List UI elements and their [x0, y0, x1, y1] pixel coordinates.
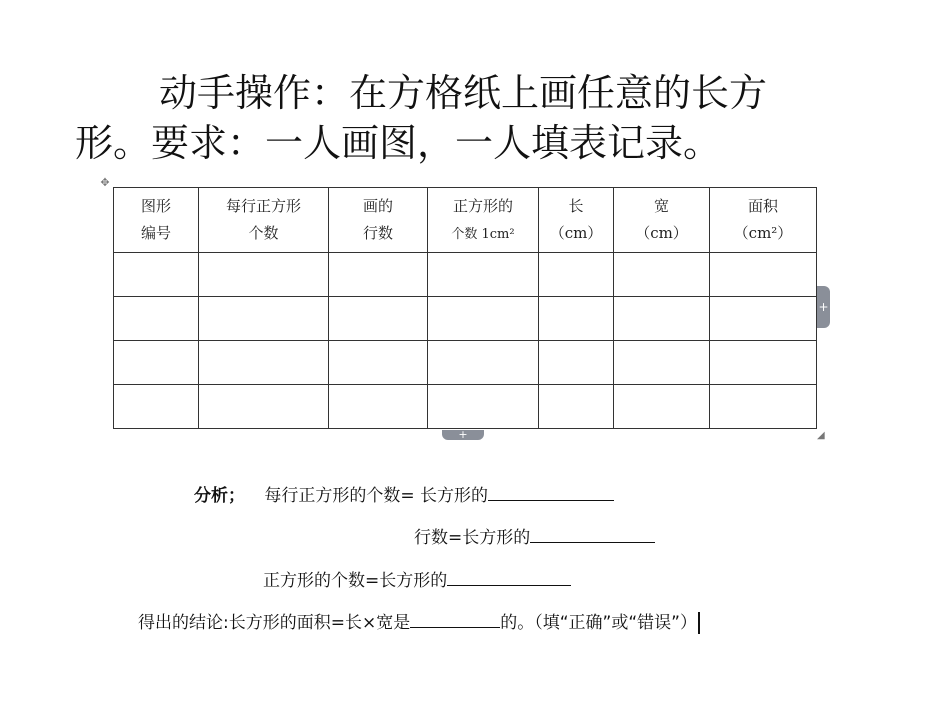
plus-icon: + — [458, 428, 468, 441]
header-area: 面积 （cm²） — [710, 188, 817, 253]
table-cell[interactable] — [614, 253, 710, 297]
text-cursor — [698, 612, 700, 634]
table-cell[interactable] — [710, 341, 817, 385]
table-cell[interactable] — [428, 341, 539, 385]
table-cell[interactable] — [114, 297, 199, 341]
table-cell[interactable] — [539, 341, 614, 385]
analysis-text-1: 每行正方形的个数= 长方形的 — [264, 486, 489, 506]
table-cell[interactable] — [329, 385, 428, 429]
header-width: 宽 （cm） — [614, 188, 710, 253]
answer-blank-4[interactable] — [410, 609, 500, 628]
conclusion-text: 得出的结论:长方形的面积=长×宽是 — [138, 613, 411, 633]
answer-blank-3[interactable] — [447, 567, 571, 586]
header-length: 长 （cm） — [539, 188, 614, 253]
table-cell[interactable] — [539, 385, 614, 429]
resize-corner-icon[interactable]: ◢ — [817, 430, 825, 441]
table-cell[interactable] — [199, 385, 329, 429]
table-cell[interactable] — [329, 297, 428, 341]
table-cell[interactable] — [614, 341, 710, 385]
table-cell[interactable] — [199, 297, 329, 341]
header-shape-number: 图形 编号 — [114, 188, 199, 253]
table-cell[interactable] — [114, 253, 199, 297]
table-row — [114, 385, 817, 429]
table-cell[interactable] — [428, 385, 539, 429]
table-cell[interactable] — [199, 253, 329, 297]
record-table — [113, 187, 817, 429]
analysis-text-2: 行数=长方形的 — [414, 528, 531, 548]
table-cell[interactable] — [710, 297, 817, 341]
plus-icon: + — [818, 300, 829, 314]
analysis-line-4 — [138, 609, 700, 635]
answer-blank-1[interactable] — [488, 482, 614, 501]
instruction-line-1: 动手操作：在方格纸上画任意的长方 — [159, 71, 768, 115]
add-column-button[interactable] — [817, 286, 830, 328]
table-cell[interactable] — [614, 385, 710, 429]
table-cell[interactable] — [329, 253, 428, 297]
table-cell[interactable] — [539, 297, 614, 341]
table-cell[interactable] — [710, 253, 817, 297]
answer-blank-2[interactable] — [530, 524, 655, 543]
table-row — [114, 297, 817, 341]
table-cell[interactable] — [428, 253, 539, 297]
analysis-line-3 — [263, 567, 571, 593]
table-row — [114, 341, 817, 385]
table-cell[interactable] — [539, 253, 614, 297]
instruction-heading — [75, 68, 875, 168]
move-arrows-icon[interactable]: ✥ — [100, 176, 110, 189]
table-cell[interactable] — [428, 297, 539, 341]
table-cell[interactable] — [710, 385, 817, 429]
header-squares-per-row: 每行正方形 个数 — [199, 188, 329, 253]
analysis-line-2 — [414, 524, 655, 550]
header-rows-drawn: 画的 行数 — [329, 188, 428, 253]
table-cell[interactable] — [614, 297, 710, 341]
conclusion-instruction: 的。（填“正确”或“错误”） — [500, 613, 697, 633]
table-header-row — [114, 188, 817, 253]
table-cell[interactable] — [329, 341, 428, 385]
table-cell[interactable] — [199, 341, 329, 385]
table-row — [114, 253, 817, 297]
table-cell[interactable] — [114, 385, 199, 429]
analysis-line-1 — [194, 482, 614, 508]
header-square-count: 正方形的 个数 1cm² — [428, 188, 539, 253]
analysis-label: 分析； — [194, 486, 245, 506]
instruction-line-2: 形。要求：一人画图，一人填表记录。 — [75, 121, 722, 165]
analysis-text-3: 正方形的个数=长方形的 — [263, 571, 448, 591]
add-row-button[interactable] — [442, 430, 484, 440]
table-cell[interactable] — [114, 341, 199, 385]
